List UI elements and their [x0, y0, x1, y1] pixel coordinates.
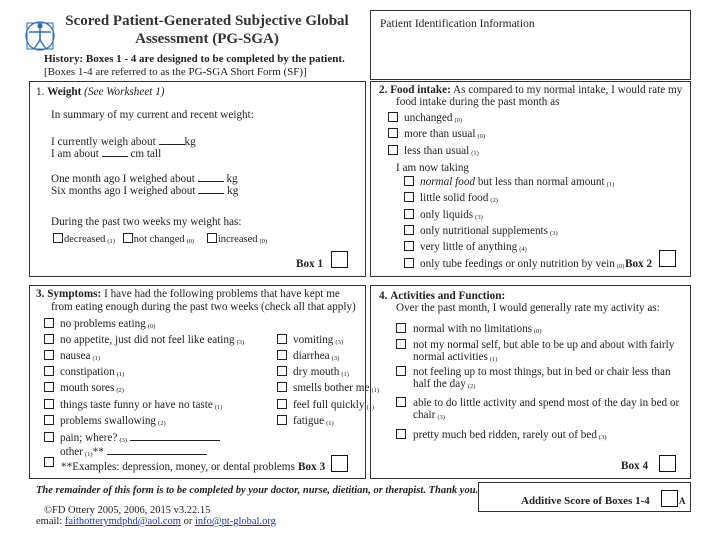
symptom-no-appetite[interactable]: no appetite, just did not feel like eating (3): [44, 334, 244, 346]
intake-more-checkbox[interactable]: [388, 128, 398, 138]
box-4-label: Box 4: [621, 460, 649, 472]
logo: [24, 16, 56, 54]
taking-liquids-option[interactable]: only liquids (3): [404, 209, 483, 221]
taking-little-solid-checkbox[interactable]: [404, 192, 414, 202]
symptom-mouth-sores[interactable]: mouth sores (2): [44, 382, 124, 394]
weight-decreased-option[interactable]: decreased (1): [53, 234, 115, 245]
now-taking-label: I am now taking: [396, 162, 470, 174]
taking-tube-option[interactable]: only tube feedings or only nutrition by vein (0): [404, 258, 624, 270]
symptom-mouth-sores-checkbox[interactable]: [44, 382, 54, 392]
symptom-vomiting[interactable]: vomiting (3): [277, 334, 343, 346]
symptom-constipation-checkbox[interactable]: [44, 366, 54, 376]
vitruvian-logo-icon: [24, 16, 56, 54]
activity-normal-checkbox[interactable]: [396, 323, 406, 333]
box-4-activities: 4. Activities and Function: Over the past month, I would generally rate my activity as: normal with no limitations (0) not my normal self, but able to be up and about with fairly normal activities (1) not feeling up to most things, but in bed or chair less than half the day (2) able to do little activity and spend most of the day in bed or chair (3) pretty much bed ridden, rarely out of bed (3) Box 4: [370, 285, 691, 479]
weight-not-changed-option[interactable]: not changed (0): [123, 234, 195, 245]
activity-not-normal-option[interactable]: not my normal self, but able to be up and about with fairly: [396, 339, 674, 351]
activity-not-feeling-up-checkbox[interactable]: [396, 366, 406, 376]
taking-little-solid-option[interactable]: little solid food (2): [404, 192, 498, 204]
symptom-other[interactable]: other (1)**: [44, 446, 207, 467]
symptom-constipation[interactable]: constipation (1): [44, 366, 124, 378]
activity-not-normal-checkbox[interactable]: [396, 339, 406, 349]
symptom-no-problems[interactable]: no problems eating (0): [44, 318, 155, 330]
weight-decreased-checkbox[interactable]: [53, 233, 63, 243]
symptom-other-checkbox[interactable]: [44, 457, 54, 467]
symptom-examples: **Examples: depression, money, or dental problems: [61, 461, 295, 473]
other-symptom-field[interactable]: [107, 446, 207, 455]
activity-not-feeling-up-option[interactable]: not feeling up to most things, but in bed or chair less than: [396, 366, 671, 378]
box-4-score-field[interactable]: [659, 455, 676, 472]
symptom-full-quickly-checkbox[interactable]: [277, 399, 287, 409]
taking-liquids-checkbox[interactable]: [404, 209, 414, 219]
intake-unchanged-checkbox[interactable]: [388, 112, 398, 122]
taking-very-little-checkbox[interactable]: [404, 241, 414, 251]
taking-normal-food-option[interactable]: normal food but less than normal amount (1): [404, 176, 614, 188]
symptom-full-quickly[interactable]: feel full quickly (1): [277, 399, 374, 411]
symptom-dry-mouth-checkbox[interactable]: [277, 366, 287, 376]
box-4-title: Activities and Function:: [390, 290, 506, 302]
pain-location-field[interactable]: [130, 432, 220, 441]
short-form-note: [Boxes 1-4 are referred to as the PG-SGA Short Form (SF)]: [44, 66, 307, 78]
symptom-fatigue-checkbox[interactable]: [277, 415, 287, 425]
box-3-intro-1: I have had the following problems that have kept me: [104, 288, 340, 300]
email-link-1[interactable]: faithotterymdphd@aol.com: [64, 516, 181, 527]
intake-unchanged-option[interactable]: unchanged (0): [388, 112, 462, 124]
symptom-no-problems-checkbox[interactable]: [44, 318, 54, 328]
symptom-smells-checkbox[interactable]: [277, 382, 287, 392]
six-month-weight-field[interactable]: [198, 185, 224, 194]
email-link-2[interactable]: info@pt-global.org: [194, 516, 276, 527]
symptom-no-appetite-checkbox[interactable]: [44, 334, 54, 344]
weight-summary: In summary of my current and recent weight:: [51, 109, 254, 121]
weight-change-options: [53, 233, 267, 245]
symptom-taste[interactable]: things taste funny or have no taste (1): [44, 399, 222, 411]
copyright: ©FD Ottery 2005, 2006, 2015 v3.22.15: [44, 505, 211, 516]
symptom-swallowing[interactable]: problems swallowing (2): [44, 415, 166, 427]
symptom-swallowing-checkbox[interactable]: [44, 415, 54, 425]
box-3-score-field[interactable]: [331, 455, 348, 472]
history-note: History: Boxes 1 - 4 are designed to be completed by the patient.: [44, 53, 345, 65]
box-1-label: Box 1: [296, 258, 324, 270]
patient-id-box[interactable]: [370, 10, 691, 80]
intake-less-option[interactable]: less than usual (1): [388, 145, 479, 157]
box-1-title-ref: (See Worksheet 1): [84, 86, 165, 98]
intake-less-checkbox[interactable]: [388, 145, 398, 155]
box-3-symptoms: [29, 285, 380, 479]
box-1-score-field[interactable]: [331, 251, 348, 268]
additive-score-box: [478, 482, 691, 512]
additive-score-field[interactable]: [661, 490, 678, 507]
weight-increased-checkbox[interactable]: [207, 233, 217, 243]
box-2-intro-1: As compared to my normal intake, I would rate my: [452, 84, 683, 96]
height-line: I am about cm tall: [51, 148, 162, 160]
symptom-pain[interactable]: pain; where? (3): [44, 432, 220, 444]
box-2-intro-2: food intake during the past month as: [396, 96, 560, 108]
symptom-nausea[interactable]: nausea (1): [44, 350, 100, 362]
box-2-title: Food intake:: [390, 84, 451, 96]
symptom-fatigue[interactable]: fatigue (1): [277, 415, 334, 427]
box-3-label: Box 3: [298, 461, 326, 473]
one-month-weight-line: One month ago I weighed about kg: [51, 173, 238, 185]
intake-more-option[interactable]: more than usual (0): [388, 128, 485, 140]
symptom-nausea-checkbox[interactable]: [44, 350, 54, 360]
box-3-intro-2: from eating enough during the past two weeks (check all that apply): [51, 301, 356, 313]
box-2-score-field[interactable]: [659, 250, 676, 267]
activity-little-checkbox[interactable]: [396, 397, 406, 407]
current-weight-line: I currently weigh about kg: [51, 136, 196, 148]
symptom-dry-mouth[interactable]: dry mouth (1): [277, 366, 349, 378]
title-line-1: Scored Patient-Generated Subjective Global: [65, 13, 349, 29]
symptom-vomiting-checkbox[interactable]: [277, 334, 287, 344]
weight-not-changed-checkbox[interactable]: [123, 233, 133, 243]
symptom-pain-checkbox[interactable]: [44, 432, 54, 442]
box-2-food-intake: [370, 81, 691, 277]
box-4-number: 4.: [379, 290, 388, 302]
activity-bed-ridden-option[interactable]: pretty much bed ridden, rarely out of bed (3): [396, 429, 607, 441]
current-weight-field[interactable]: [159, 136, 185, 145]
activity-little-option[interactable]: able to do little activity and spend most of the day in bed or: [396, 397, 679, 409]
box-2-number: 2.: [379, 84, 388, 96]
taking-very-little-option[interactable]: very little of anything (4): [404, 241, 527, 253]
height-field[interactable]: [102, 148, 128, 157]
box-1-weight: [29, 81, 366, 277]
activity-bed-ridden-checkbox[interactable]: [396, 429, 406, 439]
six-month-weight-line: Six months ago I weighed about kg: [51, 185, 239, 197]
symptom-diarrhea-checkbox[interactable]: [277, 350, 287, 360]
taking-normal-food-checkbox[interactable]: [404, 176, 414, 186]
title-line-2: Assessment (PG-SGA): [135, 31, 279, 47]
box-1-title: Weight: [47, 86, 82, 98]
box-1-number: 1.: [36, 86, 45, 98]
additive-score-letter: A: [679, 496, 686, 506]
box-4-intro: Over the past month, I would generally rate my activity as:: [396, 302, 660, 314]
box-3-title: Symptoms:: [47, 288, 102, 300]
box-3-number: 3.: [36, 288, 45, 300]
symptom-taste-checkbox[interactable]: [44, 399, 54, 409]
taking-tube-checkbox[interactable]: [404, 258, 414, 268]
email-line: email: faithotterymdphd@aol.com or info@pt-global.org: [36, 516, 276, 527]
weight-increased-option[interactable]: increased (0): [207, 234, 267, 245]
symptom-smells[interactable]: smells bother me (1): [277, 382, 379, 394]
two-weeks-question: During the past two weeks my weight has:: [51, 216, 242, 228]
box-2-label: Box 2: [625, 258, 653, 270]
patient-id-label: Patient Identification Information: [380, 18, 535, 30]
taking-supplements-option[interactable]: only nutritional supplements (3): [404, 225, 558, 237]
symptom-diarrhea[interactable]: diarrhea (3): [277, 350, 339, 362]
taking-supplements-checkbox[interactable]: [404, 225, 414, 235]
remainder-note: The remainder of this form is to be completed by your doctor, nurse, dietitian, or therapist. Thank you.: [36, 485, 479, 496]
one-month-weight-field[interactable]: [198, 173, 224, 182]
activity-normal-option[interactable]: normal with no limitations (0): [396, 323, 542, 335]
additive-score-label: Additive Score of Boxes 1-4: [521, 495, 650, 507]
